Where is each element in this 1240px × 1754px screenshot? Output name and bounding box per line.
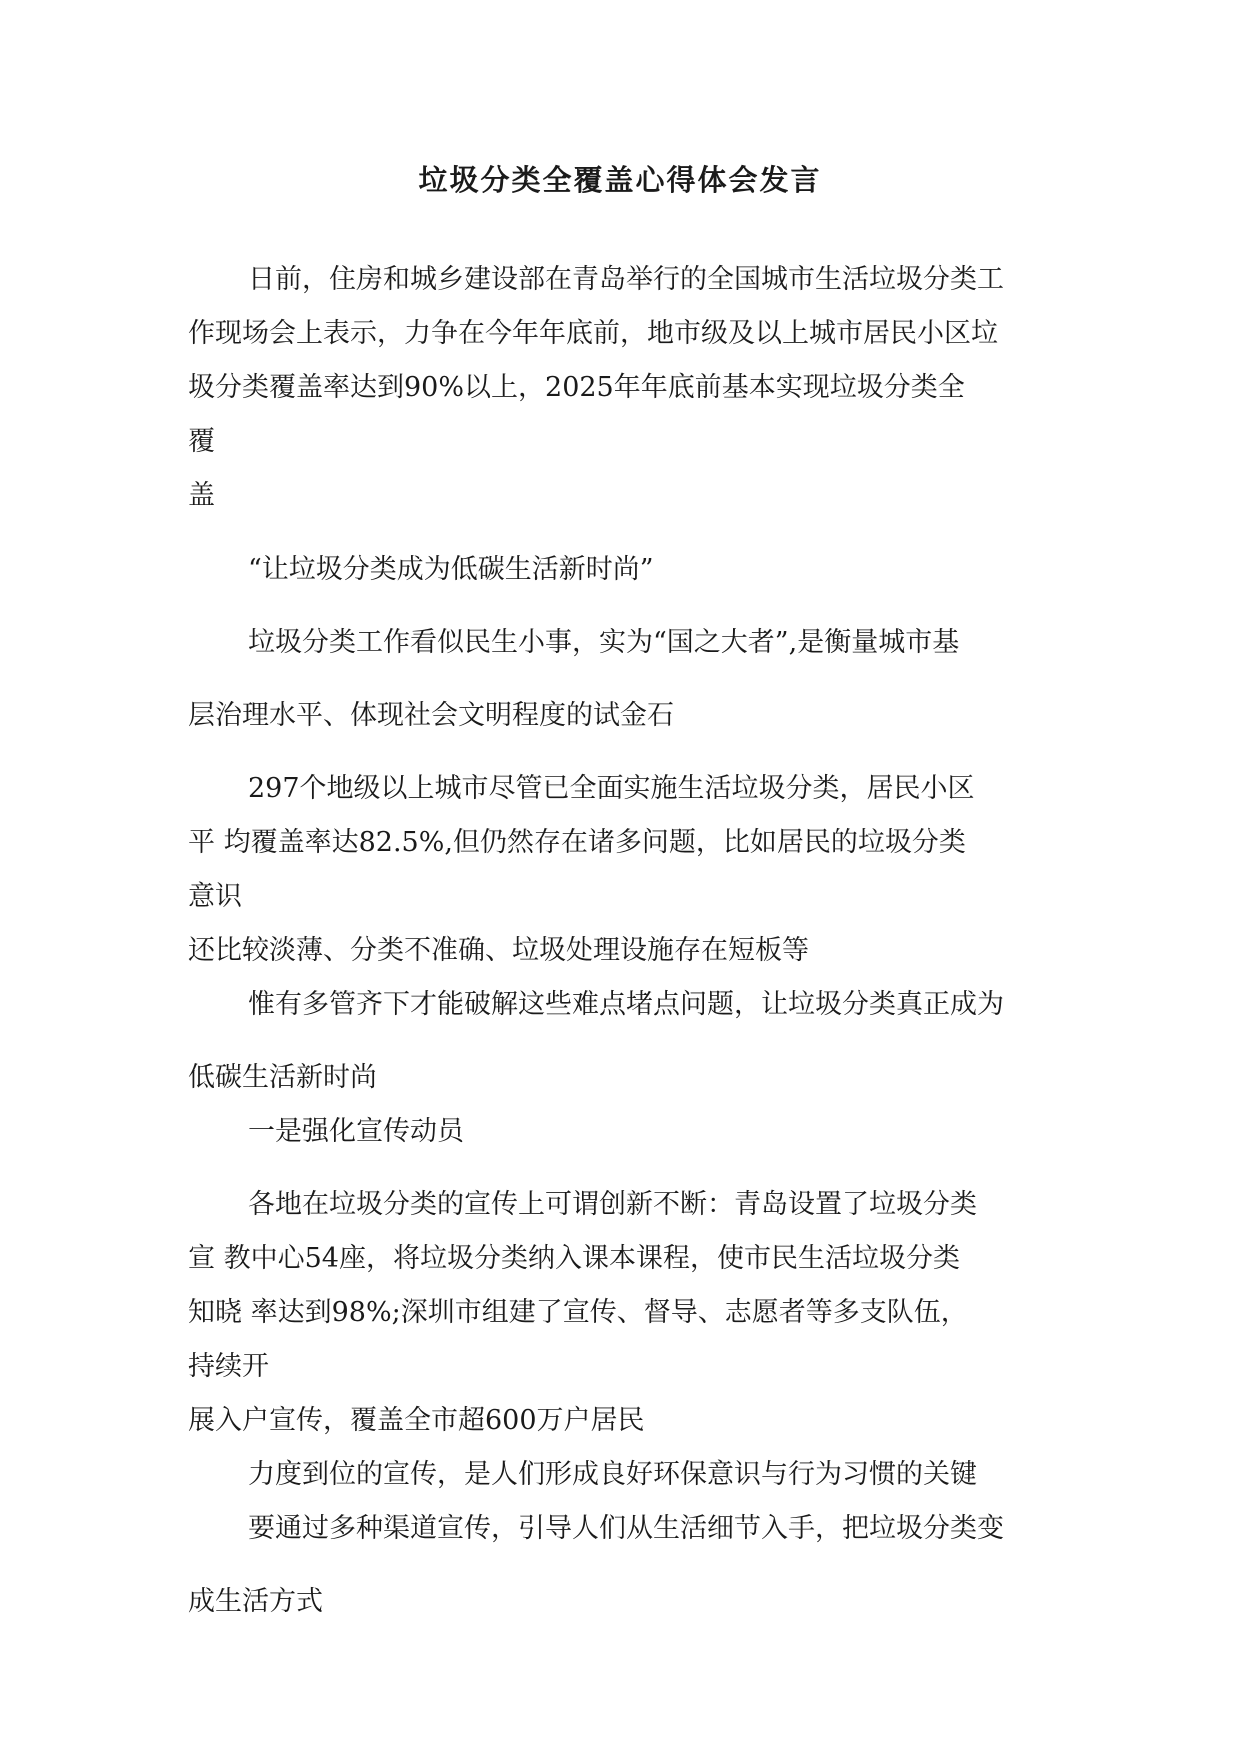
text-line-15: 一是强化宣传动员 — [248, 1116, 464, 1147]
text-line-23: 成生活方式 — [188, 1586, 323, 1617]
text-line-18: 知晓 率达到98%;深圳市组建了宣传、督导、志愿者等多支队伍， — [188, 1297, 968, 1328]
text-line-17: 宣 教中心54座，将垃圾分类纳入课本课程，使市民生活垃圾分类 — [188, 1243, 960, 1274]
text-line-6: “让垃圾分类成为低碳生活新时尚” — [248, 554, 654, 585]
text-line-7: 垃圾分类工作看似民生小事，实为“国之大者”,是衡量城市基 — [248, 627, 960, 658]
text-line-12: 还比较淡薄、分类不准确、垃圾处理设施存在短板等 — [188, 935, 809, 966]
document-title: 垃圾分类全覆盖心得体会发言 — [418, 163, 822, 197]
text-line-14: 低碳生活新时尚 — [188, 1062, 377, 1093]
text-line-2: 作现场会上表示，力争在今年年底前，地市级及以上城市居民小区垃 — [188, 318, 998, 349]
text-line-1: 日前，住房和城乡建设部在青岛举行的全国城市生活垃圾分类工 — [248, 264, 1004, 295]
text-line-9: 297个地级以上城市尽管已全面实施生活垃圾分类，居民小区 — [248, 773, 975, 804]
text-line-8: 层治理水平、体现社会文明程度的试金石 — [188, 700, 674, 731]
text-line-10: 平 均覆盖率达82.5%,但仍然存在诸多问题，比如居民的垃圾分类 — [188, 827, 966, 858]
text-line-22: 要通过多种渠道宣传，引导人们从生活细节入手，把垃圾分类变 — [248, 1513, 1004, 1544]
text-line-3: 圾分类覆盖率达到90%以上，2025年年底前基本实现垃圾分类全 — [188, 372, 965, 403]
text-line-11: 意识 — [188, 881, 242, 912]
text-line-19: 持续开 — [188, 1351, 269, 1382]
text-line-5: 盖 — [188, 480, 215, 511]
text-line-4: 覆 — [188, 426, 215, 457]
text-line-13: 惟有多管齐下才能破解这些难点堵点问题，让垃圾分类真正成为 — [248, 989, 1004, 1020]
text-line-20: 展入户宣传，覆盖全市超600万户居民 — [188, 1405, 645, 1436]
text-line-16: 各地在垃圾分类的宣传上可谓创新不断：青岛设置了垃圾分类 — [248, 1189, 977, 1220]
text-line-21: 力度到位的宣传，是人们形成良好环保意识与行为习惯的关键 — [248, 1459, 977, 1490]
